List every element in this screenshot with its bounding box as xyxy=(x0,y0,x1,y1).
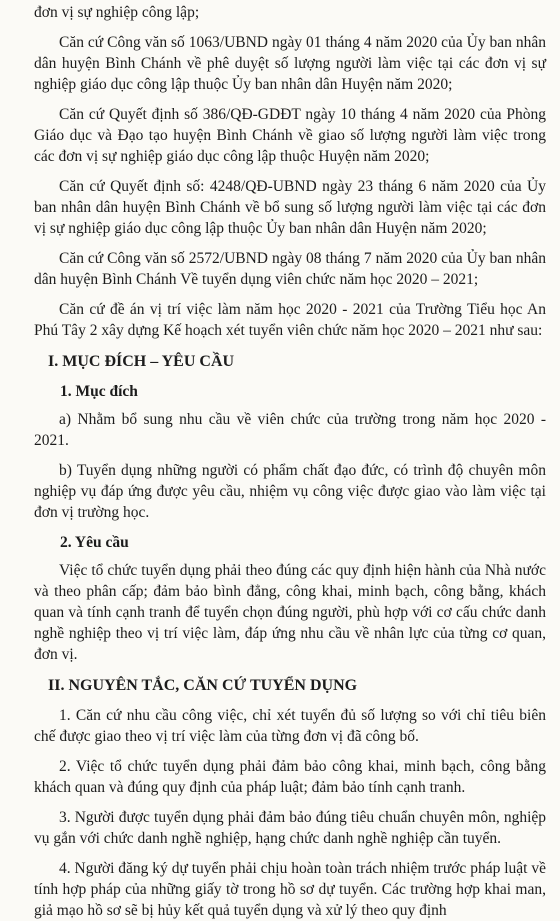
continuation-text: đơn vị sự nghiệp công lập; xyxy=(34,4,200,21)
section-1-1-heading: 1. Mục đích xyxy=(60,383,138,400)
legal-basis-2: Căn cứ Quyết định số 386/QĐ-GDĐT ngày 10 tháng 4 năm 2020 của Phòng Giáo dục và Đạo tạo huyện Bình Chánh về giao số lượng người làm việc trong các đơn vị sự nghiệp giáo dục công lập thuộc Huyện năm 2020; xyxy=(34,106,546,165)
legal-basis-1: Căn cứ Công văn số 1063/UBND ngày 01 tháng 4 năm 2020 của Ủy ban nhân dân huyện Bình Chánh về phê duyệt số lượng người làm việc tại các đơn vị sự nghiệp giáo dục công lập thuộc Ủy ban nhân dân Huyện năm 2020; xyxy=(34,34,546,93)
legal-basis-5: Căn cứ đề án vị trí việc làm năm học 2020 - 2021 của Trường Tiểu học An Phú Tây 2 xây dựng Kế hoạch xét tuyển viên chức năm học 2020 – 2021 như sau: xyxy=(34,301,546,339)
purpose-item-a: a) Nhằm bổ sung nhu cầu về viên chức của trường trong năm học 2020 - 2021. xyxy=(34,411,546,449)
section-1-2-heading: 2. Yêu cầu xyxy=(60,534,129,551)
principle-item-2: 2. Việc tổ chức tuyển dụng phải đảm bảo công khai, minh bạch, công bằng khách quan và đúng quy định của pháp luật; đảm bảo tính cạnh tranh. xyxy=(34,758,546,796)
principle-item-3: 3. Người được tuyển dụng phải đảm bảo đúng tiêu chuẩn chuyên môn, nghiệp vụ gắn với chức danh nghề nghiệp, hạng chức danh nghề nghiệp cần tuyển. xyxy=(34,809,546,847)
section-1-heading: I. MỤC ĐÍCH – YÊU CẦU xyxy=(48,353,235,370)
section-2-heading: II. NGUYÊN TẮC, CĂN CỨ TUYỂN DỤNG xyxy=(48,677,358,694)
purpose-item-b: b) Tuyển dụng những người có phẩm chất đạo đức, có trình độ chuyên môn nghiệp vụ đáp ứng được yêu cầu, nhiệm vụ công việc được giao vào làm việc tại đơn vị trường học. xyxy=(34,462,546,521)
requirement-text: Việc tổ chức tuyển dụng phải theo đúng các quy định hiện hành của Nhà nước và theo phân cấp; đảm bảo bình đẳng, công khai, minh bạch, công bằng, khách quan và tính cạnh tranh để tuyển chọn đúng người, phù hợp với cơ cấu chức danh nghề nghiệp theo vị trí việc làm, đáp ứng nhu cầu về nhân lực của từng cơ quan, đơn vị. xyxy=(34,562,546,663)
principle-item-1: 1. Căn cứ nhu cầu công việc, chỉ xét tuyển đủ số lượng so với chỉ tiêu biên chế được giao theo vị trí việc làm của từng đơn vị đã công bố. xyxy=(34,707,546,745)
principle-item-4: 4. Người đăng ký dự tuyển phải chịu hoàn toàn trách nhiệm trước pháp luật về tính hợp pháp của những giấy tờ trong hồ sơ dự tuyển. Các trường hợp khai man, giả mạo hồ sơ sẽ bị hủy kết quả tuyển dụng và xử lý theo quy định xyxy=(34,860,546,919)
legal-basis-3: Căn cứ Quyết định số: 4248/QĐ-UBND ngày 23 tháng 6 năm 2020 của Ủy ban nhân dân huyện Bình Chánh về bổ sung số lượng người làm việc tại các đơn vị sự nghiệp giáo dục công lập thuộc Ủy ban nhân dân Huyện năm 2020; xyxy=(34,178,546,237)
legal-basis-4: Căn cứ Công văn số 2572/UBND ngày 08 tháng 7 năm 2020 của Ủy ban nhân dân huyện Bình Chánh Về tuyển dụng viên chức năm học 2020 – 2021; xyxy=(34,250,546,288)
